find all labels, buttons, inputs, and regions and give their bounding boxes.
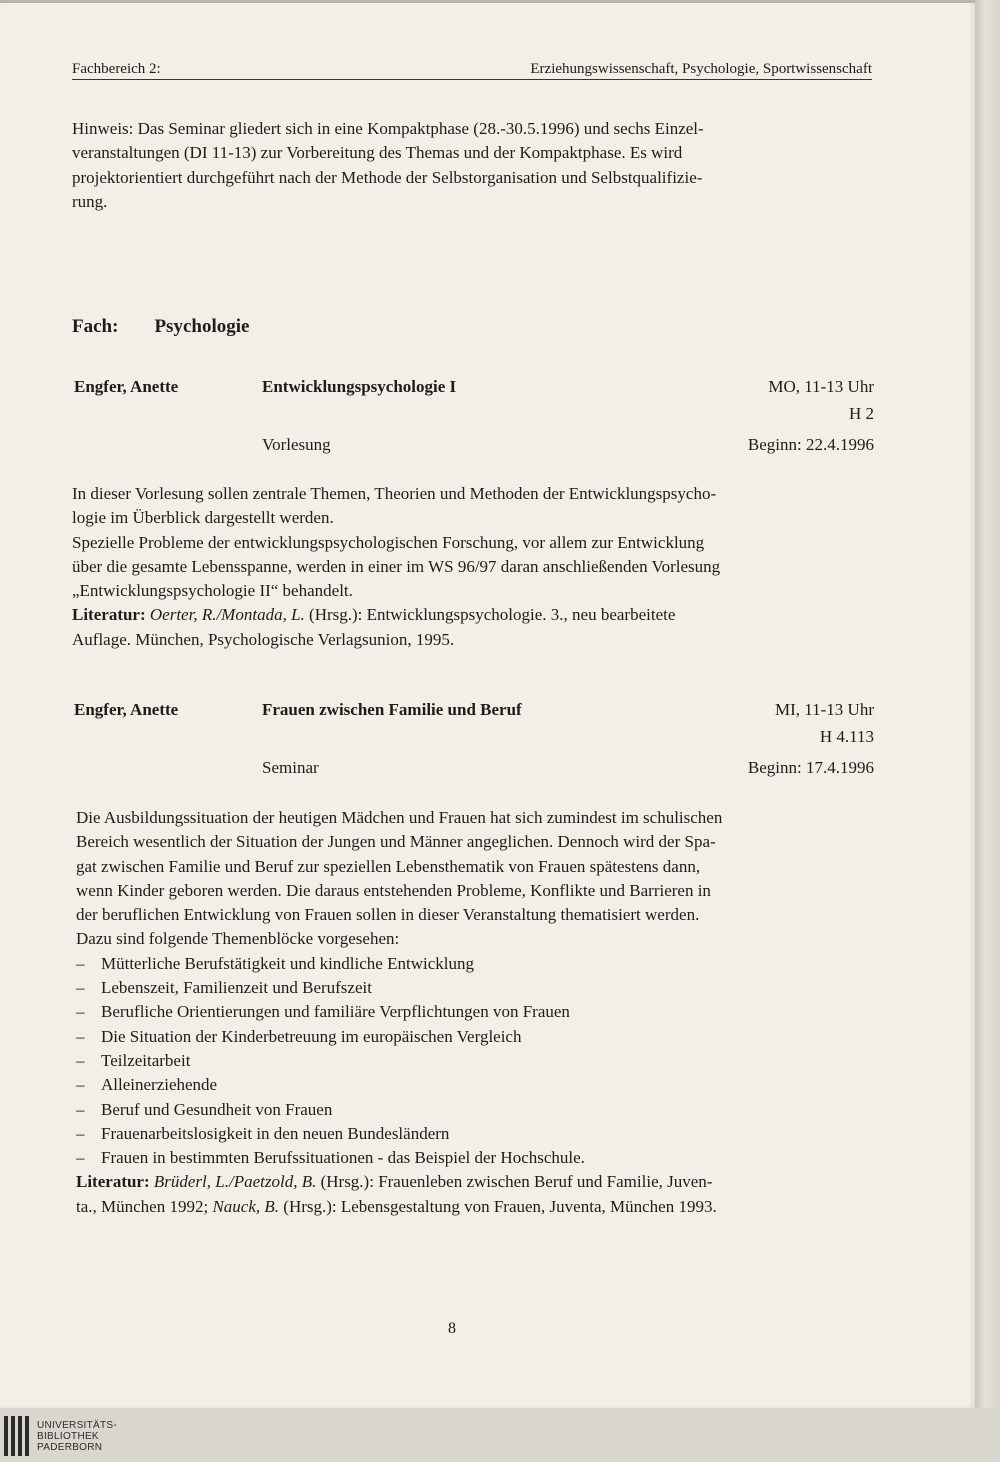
logo-line: BIBLIOTHEK	[37, 1430, 99, 1442]
page-edge-shadow	[975, 0, 1000, 1408]
logo-line: PADERBORN	[37, 1441, 103, 1453]
list-item: – Berufliche Orientierungen und familiäre Verpflichtungen von Frauen	[76, 1000, 866, 1024]
course-2-line: gat zwischen Familie und Beruf zur speziellen Lebensthematik von Frauen spätestens dann,	[76, 856, 701, 876]
logo-line: UNIVERSITÄTS-	[37, 1419, 118, 1431]
list-item: – Frauen in bestimmten Berufssituationen - das Beispiel der Hochschule.	[76, 1146, 866, 1170]
literature-text: Auflage. München, Psychologische Verlagsunion, 1995.	[72, 629, 455, 649]
course-2-room: H 4.113	[819, 727, 874, 746]
course-1-room: H 2	[848, 404, 874, 423]
course-1-begin: Beginn: 22.4.1996	[747, 435, 874, 454]
course-1-time: MO, 11-13 Uhr	[768, 377, 874, 396]
list-item: – Mütterliche Berufstätigkeit und kindliche Entwicklung	[76, 952, 866, 976]
course-2-literature-cont	[76, 1195, 866, 1219]
course-1-type: Vorlesung	[262, 435, 331, 454]
course-2-title: Frauen zwischen Familie und Beruf	[262, 700, 522, 719]
list-item: – Lebenszeit, Familienzeit und Berufszeit	[76, 976, 866, 1000]
course-2-lecturer: Engfer, Anette	[74, 700, 179, 719]
course-2-description	[76, 806, 866, 1219]
literature-authors: Brüderl, L./Paetzold, B.	[153, 1172, 317, 1192]
header-subjects: Erziehungswissenschaft, Psychologie, Sportwissenschaft	[530, 61, 872, 77]
subject-label: Fach:	[72, 316, 119, 337]
topic-list	[76, 952, 866, 1171]
course-1-line: „Entwicklungspsychologie II“ behandelt.	[72, 581, 353, 601]
logo-bars-icon	[4, 1416, 29, 1456]
hinweis-line: projektorientiert durchgeführt nach der Methode der Selbstorganisation und Selbstqualifizie-	[72, 167, 703, 187]
course-2-type: Seminar	[262, 758, 319, 777]
hinweis-line: Hinweis: Das Seminar gliedert sich in eine Kompaktphase (28.-30.5.1996) und sechs Einzel-	[72, 119, 704, 138]
page-number: 8	[448, 1320, 456, 1337]
course-2-time: MI, 11-13 Uhr	[775, 700, 874, 719]
course-1-title: Entwicklungspsychologie I	[262, 377, 457, 396]
hinweis-line: veranstaltungen (DI 11-13) zur Vorbereitung des Themas und der Kompaktphase. Es wird	[72, 143, 683, 163]
course-2-line: wenn Kinder geboren werden. Die daraus entstehenden Probleme, Konflikte und Barrieren in	[76, 880, 711, 900]
course-1-lecturer: Engfer, Anette	[74, 377, 179, 396]
hinweis-paragraph	[72, 117, 862, 214]
subject-name: Psychologie	[154, 316, 250, 337]
course-2-line: Bereich wesentlich der Situation der Jungen und Männer angeglichen. Dennoch wird der Spa-	[76, 832, 716, 852]
literature-text: (Hrsg.): Lebensgestaltung von Frauen, Juventa, München 1993.	[279, 1196, 717, 1216]
course-1-line: über die gesamte Lebensspanne, werden in einer im WS 96/97 daran anschließenden Vorlesung	[72, 556, 721, 576]
course-1-line: logie im Überblick dargestellt werden.	[72, 508, 334, 528]
logo-text	[37, 1420, 117, 1453]
course-2-begin: Beginn: 17.4.1996	[747, 758, 874, 777]
course-2-line: Die Ausbildungssituation der heutigen Mädchen und Frauen hat sich zumindest im schulischen	[76, 808, 723, 827]
literature-text: ta., München 1992;	[76, 1196, 213, 1216]
literature-label: Literatur:	[76, 1172, 150, 1192]
literature-authors: Nauck, B.	[212, 1196, 280, 1216]
list-item: – Teilzeitarbeit	[76, 1049, 866, 1073]
subject-heading	[72, 316, 249, 338]
course-2-line: der beruflichen Entwicklung von Frauen sollen in dieser Veranstaltung thematisiert werden.	[76, 905, 700, 925]
course-2-line: Dazu sind folgende Themenblöcke vorgesehen:	[76, 929, 400, 949]
course-2-literature	[76, 1170, 866, 1194]
course-1-line: Spezielle Probleme der entwicklungspsychologischen Forschung, vor allem zur Entwicklung	[72, 532, 705, 552]
literature-text: (Hrsg.): Frauenleben zwischen Beruf und Familie, Juven-	[316, 1172, 713, 1192]
top-edge-line	[0, 0, 975, 3]
course-1-description	[72, 482, 862, 652]
literature-authors: Oerter, R./Montada, L.	[149, 605, 305, 625]
list-item: – Beruf und Gesundheit von Frauen	[76, 1098, 866, 1122]
literature-label: Literatur:	[72, 605, 146, 625]
list-item: – Die Situation der Kinderbetreuung im europäischen Vergleich	[76, 1025, 866, 1049]
header-faculty: Fachbereich 2:	[72, 61, 161, 77]
library-logo	[4, 1414, 117, 1458]
course-1-line: In dieser Vorlesung sollen zentrale Themen, Theorien und Methoden der Entwicklungspsycho-	[72, 484, 717, 503]
list-item: – Frauenarbeitslosigkeit in den neuen Bundesländern	[76, 1122, 866, 1146]
literature-text: (Hrsg.): Entwicklungspsychologie. 3., neu bearbeitete	[304, 605, 676, 625]
hinweis-line: rung.	[72, 191, 108, 211]
list-item: – Alleinerziehende	[76, 1073, 866, 1097]
course-1-literature	[72, 603, 862, 627]
running-header	[72, 60, 872, 80]
